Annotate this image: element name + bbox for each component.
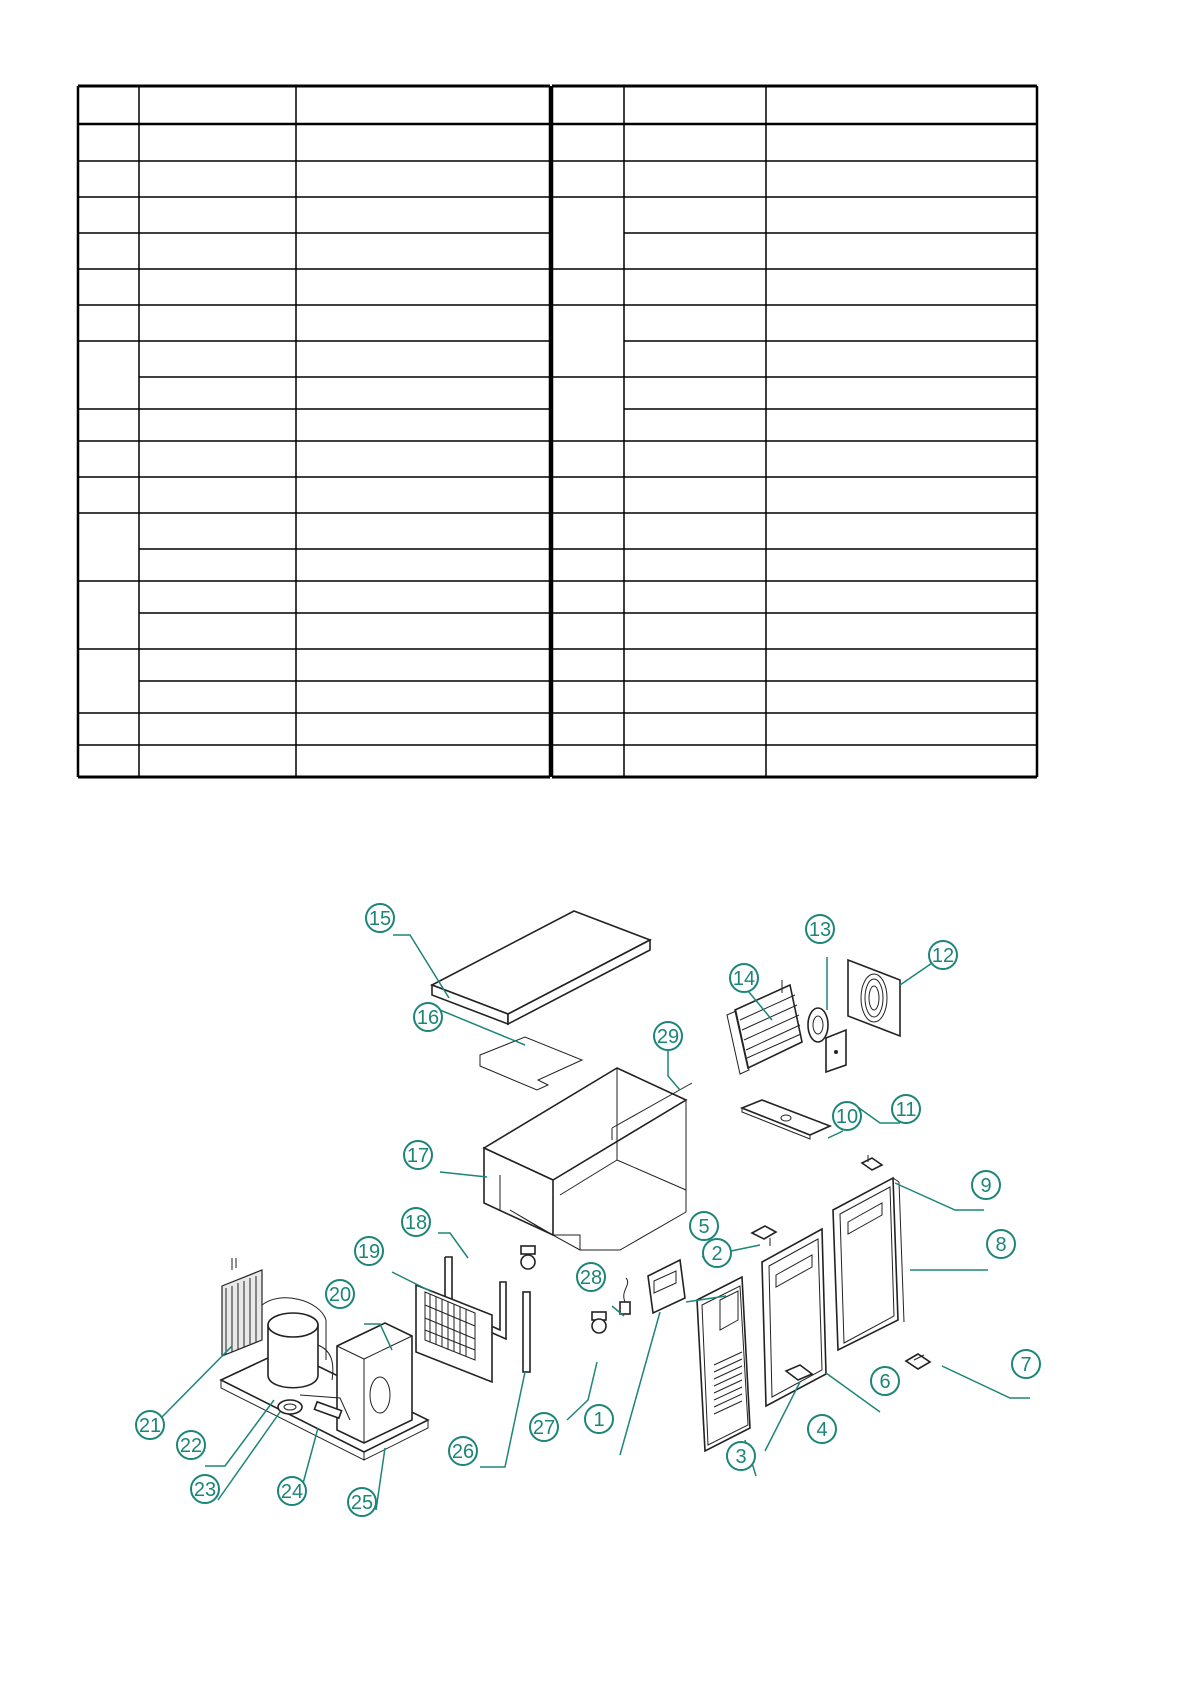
callout-7-label: 7 <box>1020 1354 1032 1376</box>
part-fan-grille <box>848 960 900 1036</box>
part-receiver <box>278 1400 302 1414</box>
part-worktop <box>432 911 650 1024</box>
part-hinge <box>752 1226 776 1246</box>
callout-21-label: 21 <box>138 1415 162 1437</box>
part-cabinet-body <box>484 1068 686 1250</box>
callout-24-label: 24 <box>280 1481 304 1503</box>
callout-2-label: 2 <box>711 1243 723 1265</box>
part-fan-motor <box>808 1008 828 1042</box>
part-sensor <box>620 1278 630 1314</box>
part-condenser-coil <box>222 1258 262 1356</box>
callout-27-label: 27 <box>532 1417 556 1439</box>
callout-16-label: 16 <box>416 1007 440 1029</box>
part-hinge-top <box>862 1155 882 1170</box>
part-controller <box>648 1260 685 1313</box>
callout-3-label: 3 <box>735 1446 747 1468</box>
callout-9-label: 9 <box>980 1175 992 1197</box>
part-fan-shroud <box>337 1323 412 1443</box>
callout-6-label: 6 <box>879 1371 891 1393</box>
part-hinge-bottom <box>906 1354 930 1369</box>
callout-19-label: 19 <box>357 1241 381 1263</box>
part-back-plate <box>480 1037 582 1090</box>
part-support-bar <box>523 1292 530 1372</box>
part-condenser-grille <box>416 1285 492 1382</box>
callout-22-label: 22 <box>179 1435 203 1457</box>
callout-11-label: 11 <box>895 1099 917 1121</box>
part-door-left <box>762 1229 826 1406</box>
callout-8-label: 8 <box>995 1234 1007 1256</box>
callout-18-label: 18 <box>404 1212 428 1234</box>
part-front-panel <box>697 1277 750 1451</box>
part-drip-tray <box>742 1100 830 1139</box>
callout-13-label: 13 <box>808 919 832 941</box>
callout-10-label: 10 <box>835 1106 859 1128</box>
part-door-right <box>833 1178 904 1350</box>
callout-12-label: 12 <box>931 945 955 967</box>
part-fan-bracket <box>826 1030 846 1072</box>
callout-15-label: 15 <box>368 908 392 930</box>
callout-4-label: 4 <box>816 1419 828 1441</box>
callout-1-label: 1 <box>593 1409 605 1431</box>
callout-5-label: 5 <box>698 1216 710 1238</box>
callout-23-label: 23 <box>193 1479 217 1501</box>
callout-29-label: 29 <box>656 1026 680 1048</box>
callout-28-label: 28 <box>579 1267 603 1289</box>
callout-17-label: 17 <box>406 1145 430 1167</box>
part-castor-rear <box>521 1246 535 1269</box>
callout-20-label: 20 <box>328 1284 352 1306</box>
part-castor <box>592 1312 606 1333</box>
callout-14-label: 14 <box>732 968 756 990</box>
callout-26-label: 26 <box>451 1441 475 1463</box>
part-evaporator <box>727 980 802 1074</box>
callout-25-label: 25 <box>350 1492 374 1514</box>
